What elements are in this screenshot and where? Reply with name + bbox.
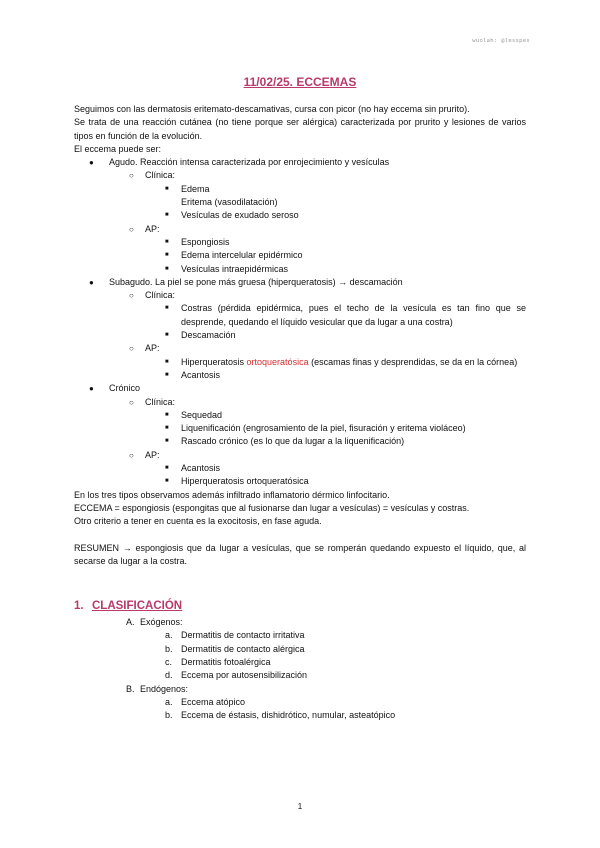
bullet-circle-icon: ○ bbox=[129, 291, 134, 301]
type-agudo bbox=[74, 156, 526, 169]
bullet-square-icon: ■ bbox=[165, 238, 169, 245]
type-label: Crónico bbox=[109, 383, 141, 394]
list-item bbox=[74, 263, 526, 276]
list-item bbox=[74, 209, 526, 222]
list-item bbox=[74, 302, 526, 329]
sub-label: AP: bbox=[145, 449, 160, 460]
highlighted-term: ortoqueratósica bbox=[246, 356, 309, 367]
list-item-text: Hiperqueratosis bbox=[181, 356, 247, 367]
bullet-circle-icon: ○ bbox=[129, 450, 134, 460]
watermark: wuolah: @lesspes bbox=[472, 38, 530, 44]
group-endogenos bbox=[74, 683, 526, 696]
bullet-circle-icon: ○ bbox=[129, 344, 134, 354]
list-item-text: Hiperqueratosis ortoqueratósica bbox=[181, 476, 309, 487]
group-exogenos bbox=[74, 616, 526, 629]
intro-paragraph-2: Se trata de una reacción cutánea (no tiene porque ser alérgica) caracterizada por prurito y lesiones de varios tipos en función de la evolución. bbox=[74, 117, 526, 141]
bullet-square-icon: ■ bbox=[165, 465, 169, 472]
bullet-square-icon: ■ bbox=[165, 252, 169, 259]
list-item-text: Rascado crónico (es lo que da lugar a la liquenificación) bbox=[181, 436, 405, 447]
list-item bbox=[74, 435, 526, 448]
list-item bbox=[74, 669, 526, 682]
list-item bbox=[74, 369, 526, 382]
sub-label: Clínica: bbox=[145, 170, 176, 181]
bullet-square-icon: ■ bbox=[165, 358, 169, 365]
sub-label: Clínica: bbox=[145, 396, 176, 407]
list-item bbox=[74, 656, 526, 669]
sub-label: Clínica: bbox=[145, 290, 176, 301]
list-item bbox=[74, 409, 526, 422]
resumen-paragraph: RESUMEN → espongiosis que da lugar a vesículas, que se romperán quedando expuesto el líquido, que, al secarse da lugar a la costra. bbox=[74, 542, 526, 566]
bullet-square-icon: ■ bbox=[165, 478, 169, 485]
list-item-text: Dermatitis fotoalérgica bbox=[181, 656, 271, 667]
agudo-clinica bbox=[74, 169, 526, 182]
sub-label: AP: bbox=[145, 223, 160, 234]
group-label: Endógenos: bbox=[140, 683, 189, 694]
bullet-disc-icon: ● bbox=[89, 384, 94, 394]
bullet-square-icon: ■ bbox=[165, 265, 169, 272]
list-item bbox=[74, 329, 526, 342]
after-paragraph-1: En los tres tipos observamos además infiltrado inflamatorio dérmico linfocitario. bbox=[74, 489, 390, 500]
agudo-ap bbox=[74, 223, 526, 236]
list-item bbox=[74, 629, 526, 642]
list-item-text: Dermatitis de contacto alérgica bbox=[181, 643, 305, 654]
sub-label: AP: bbox=[145, 343, 160, 354]
bullet-square-icon: ■ bbox=[165, 425, 169, 432]
page-title: 11/02/25. ECCEMAS bbox=[243, 75, 357, 89]
bullet-square-icon: ■ bbox=[165, 212, 169, 219]
list-item bbox=[74, 422, 526, 435]
bullet-circle-icon: ○ bbox=[129, 397, 134, 407]
list-item bbox=[74, 249, 526, 262]
list-item-text: Acantosis bbox=[181, 369, 221, 380]
cronico-clinica bbox=[74, 396, 526, 409]
intro-paragraph-1: Seguimos con las dermatosis eritemato-descamativas, cursa con picor (no hay eccema sin prurito). bbox=[74, 104, 470, 114]
list-marker: b. bbox=[165, 643, 173, 654]
bullet-square-icon: ■ bbox=[165, 371, 169, 378]
bullet-square-icon: ■ bbox=[165, 185, 169, 192]
type-cronico bbox=[74, 382, 526, 395]
section-heading-clasificacion bbox=[74, 598, 526, 614]
list-item bbox=[74, 183, 526, 196]
bullet-circle-icon: ○ bbox=[129, 171, 134, 181]
list-item bbox=[74, 356, 526, 369]
list-item-text: Edema intercelular epidérmico bbox=[181, 250, 303, 261]
list-item-text: Acantosis bbox=[181, 463, 221, 474]
bullet-square-icon: ■ bbox=[165, 411, 169, 418]
list-item-text: Sequedad bbox=[181, 409, 223, 420]
subagudo-ap bbox=[74, 342, 526, 355]
list-marker: b. bbox=[165, 710, 173, 721]
list-item-text: (escamas finas y desprendidas, se da en la córnea) bbox=[308, 356, 518, 367]
type-label: Agudo. Reacción intensa caracterizada por enrojecimiento y vesículas bbox=[109, 157, 390, 168]
list-item bbox=[74, 643, 526, 656]
list-item bbox=[74, 462, 526, 475]
list-item-text: Eccema atópico bbox=[181, 696, 246, 707]
bullet-disc-icon: ● bbox=[89, 277, 94, 287]
list-item-text: Liquenificación (engrosamiento de la piel, fisuración y eritema violáceo) bbox=[181, 423, 466, 434]
list-item-text: Vesículas de exudado seroso bbox=[181, 210, 299, 221]
list-item bbox=[74, 709, 526, 722]
after-paragraph-2: ECCEMA = espongiosis (espongitas que al fusionarse dan lugar a vesículas) = vesículas y costras. bbox=[74, 502, 470, 513]
list-marker: c. bbox=[165, 656, 173, 667]
list-marker: d. bbox=[165, 670, 173, 681]
list-item-text: Edema bbox=[181, 183, 210, 194]
section-title: CLASIFICACIÓN bbox=[92, 600, 183, 613]
subagudo-clinica bbox=[74, 289, 526, 302]
list-item-text: Eritema (vasodilatación) bbox=[181, 197, 278, 208]
list-item-text: Eccema de éstasis, dishidrótico, numular, asteatópico bbox=[181, 710, 396, 721]
group-label: Exógenos: bbox=[140, 617, 183, 628]
bullet-square-icon: ■ bbox=[165, 438, 169, 445]
list-item bbox=[74, 236, 526, 249]
list-item bbox=[74, 475, 526, 488]
list-item-text: Dermatitis de contacto irritativa bbox=[181, 630, 305, 641]
list-marker: B. bbox=[126, 683, 135, 694]
list-marker: a. bbox=[165, 630, 173, 641]
list-item bbox=[74, 696, 526, 709]
list-item-text: Descamación bbox=[181, 330, 236, 341]
list-item-text: Espongiosis bbox=[181, 236, 230, 247]
section-number: 1. bbox=[74, 600, 84, 613]
bullet-square-icon: ■ bbox=[165, 332, 169, 339]
intro-paragraph-3: El eccema puede ser: bbox=[74, 143, 162, 154]
after-paragraph-3: Otro criterio a tener en cuenta es la exocitosis, en fase aguda. bbox=[74, 516, 322, 527]
list-marker: A. bbox=[126, 617, 135, 628]
bullet-disc-icon: ● bbox=[89, 158, 94, 168]
document-body bbox=[74, 103, 526, 722]
cronico-ap bbox=[74, 449, 526, 462]
list-marker: a. bbox=[165, 696, 173, 707]
list-item-text: Vesículas intraepidérmicas bbox=[181, 263, 289, 274]
list-item-text: Costras (pérdida epidérmica, pues el techo de la vesícula es tan fino que se desprende, quedando el líquido vesicular que da lugar a una costra) bbox=[181, 303, 526, 327]
page-number: 1 bbox=[297, 802, 303, 811]
bullet-square-icon: ■ bbox=[165, 305, 169, 312]
type-label: Subagudo. La piel se pone más gruesa (hiperqueratosis) → descamación bbox=[109, 276, 403, 287]
list-item-text: Eccema por autosensibilización bbox=[181, 670, 308, 681]
bullet-circle-icon: ○ bbox=[129, 224, 134, 234]
type-subagudo bbox=[74, 276, 526, 289]
list-item bbox=[74, 196, 526, 209]
